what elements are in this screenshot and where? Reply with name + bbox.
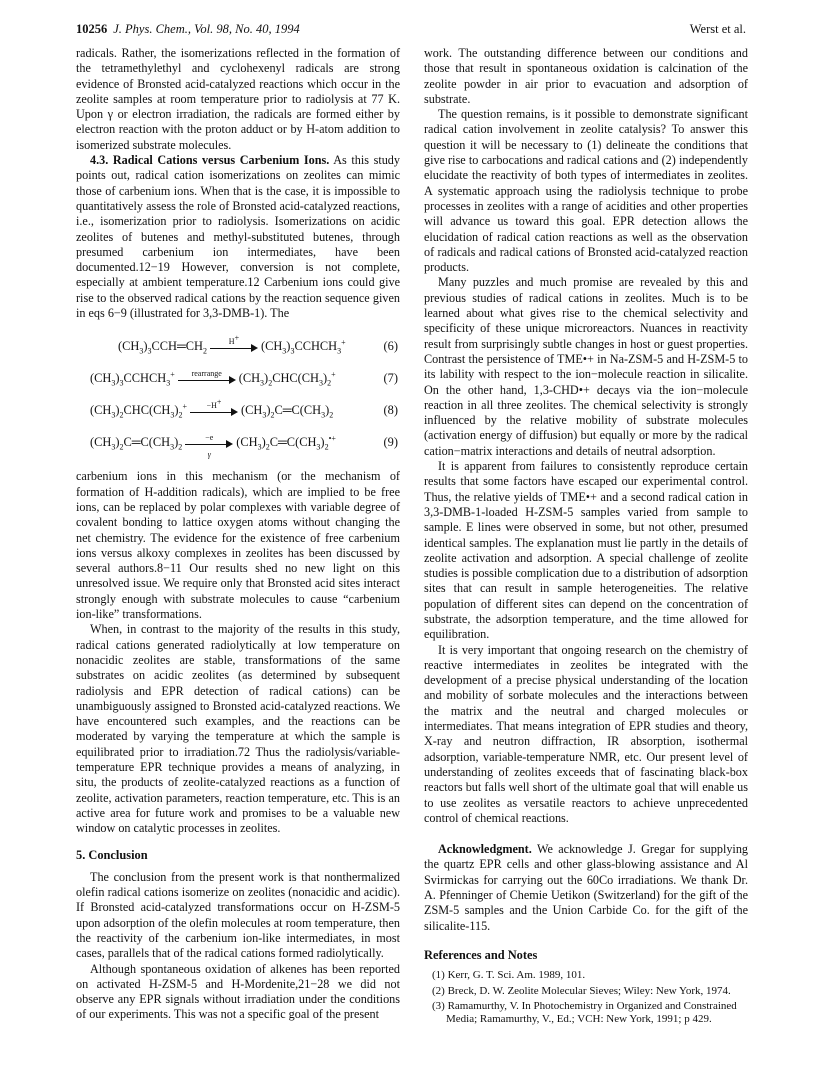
header-left xyxy=(76,22,300,37)
eq7-product: $(CH_3)_2CHC(CH_3)_2^+$ xyxy=(238,370,336,388)
eq9-arrow-sublabel: γ xyxy=(207,449,211,459)
reaction-arrow-icon xyxy=(210,332,258,355)
reference-item: (1) Kerr, G. T. Sci. Am. 1989, 101. xyxy=(432,969,586,982)
equation-block xyxy=(76,331,400,459)
eq7-number: (7) xyxy=(383,371,398,386)
equation-7 xyxy=(76,363,400,395)
journal-citation: J. Phys. Chem., Vol. 98, No. 40, 1994 xyxy=(113,22,300,36)
eq7-arrow-label: rearrange xyxy=(191,368,222,378)
equation-8 xyxy=(76,395,400,427)
paragraph-when: When, in contrast to the majority of the results in this study, radical cations generated radiolytically at low temperature on nonacidic zeolites are stable, transformations of the same substrates on acidic zeolites (as determined by subsequent radiolysis and EPR detection of radical cations) can be unambiguously assigned to Bronsted acid-catalyzed reactions. We have encountered such examples, and the reactions can be moderated by varying the temperature at which the sample is equilibrated prior to irradiation.72 Thus the radiolysis/variable-temperature EPR technique provides a means of analyzing, in situ, the products of zeolite-catalyzed reactions as a function of zeolite, activation parameters, reaction temperature, etc. This is an active area for future work and promises to be a valuable new window on catalytic processes in zeolites. xyxy=(76,622,400,836)
paragraph-section-4-3 xyxy=(76,153,400,321)
reference-item: (3) Ramamurthy, V. In Photochemistry in Organized and Constrained Media; Ramamurthy, V., Ed.; VCH: New York, 1991; p 429. xyxy=(432,1000,737,1026)
eq8-product: $(CH_3)_2C═C(CH_3)_2$ xyxy=(240,403,334,420)
eq6-reactant: $(CH_3)_3CCH═CH_2$ xyxy=(118,339,207,356)
paragraph-carbenium: carbenium ions in this mechanism (or the mechanism of formation of H-addition radicals), which are implied to be free ions, can be replaced by polar complexes with variable degree of covalent bonding to lattice oxygen atoms without changing the net chemistry. The evidence for the existence of free carbenium ions versus alkoxy complexes in zeolites has been discussed by several authors.8−11 Our results shed no new light on this unresolved issue. We require only that Bronsted acid sites interact strongly enough with substrate molecules to cause “carbenium ion-like” transformations. xyxy=(76,469,400,622)
reaction-arrow-icon xyxy=(190,396,238,419)
right-column xyxy=(424,46,748,1029)
eq8-reactant: $(CH_3)_2CHC(CH_3)_2^+$ xyxy=(90,402,187,420)
eq8-arrow-label: −H+ xyxy=(206,396,222,410)
paragraph-radicals: radicals. Rather, the isomerizations reflected in the formation of the tetramethylethyl and cyclohexenyl radicals are strong evidence of Bronsted acid-catalyzed reactions which occur in the zeolite samples at room temperature prior to radiolysis at 77 K. Upon γ or electron irradiation, the radicals are formed either by electron reaction with the proton adduct or by H-atom addition to isomerized substrate molecules. xyxy=(76,46,400,152)
acknowledgment-heading: Acknowledgment. xyxy=(438,842,532,857)
reaction-arrow-icon xyxy=(185,432,233,459)
running-header xyxy=(76,22,746,38)
paragraph-acknowledgment xyxy=(424,842,748,934)
paragraph-work: work. The outstanding difference between our conditions and those that result in spontaneous oxidation is calcination of the zeolite powder in air prior to evacuation and adsorption of substrate. xyxy=(424,46,748,106)
eq6-number: (6) xyxy=(383,339,398,354)
equation-6 xyxy=(76,331,400,363)
eq7-reactant: $(CH_3)_3CCHCH_3^+$ xyxy=(90,370,175,388)
eq8-number: (8) xyxy=(383,403,398,418)
reference-list xyxy=(424,969,748,1027)
acknowledgment-text: We acknowledge J. Gregar for supplying the quartz EPR cells and other glass-blowing assistance and Al Svirmickas for carrying out the 60Co irradiations. We thank Dr. A. Pfenninger of Chemie Uetikon (Switzerland) for the gift of the ZSM-5 samples and the Union Carbide Co. for the gift of the silicalite-115. xyxy=(424,842,749,933)
paragraph-failures: It is apparent from failures to consistently reproduce certain results that some factors have escaped our experimental control. Thus, the relative yields of TME•+ and a second radical cation in 3,3-DMB-1-loaded H-ZSM-5 samples varied from sample to sample. E lines were observed in some, but not other, presumed identical samples. The explanation must lie partly in the details of zeolite activation and adsorption. A special challenge of zeolite studies is possible complication due to a distribution of adsorption sites that can result in sample heterogeneities. The relative population of different sites can depend on the concentration of substrate, the adsorption temperature, and the time allowed for equilibration. xyxy=(424,459,748,642)
section-5-heading: 5. Conclusion xyxy=(76,848,148,863)
paragraph-question: The question remains, is it possible to demonstrate significant radical cation involvement in zeolite catalysis? To answer this question it will be necessary to (1) delineate the conditions that give rise to carbocations and radical cations and (2) independently elucidate the reactivity of both types of intermediates in zeolites. A systematic approach using the radiolysis technique to probe processes in zeolites with a range of acidities and other properties will advance us toward this goal. EPR detection allows the elucidation of radical cation reactions as well as the observation of radicals and radical cations of Bronsted acid-catalyzed reaction products. xyxy=(424,107,748,275)
left-column xyxy=(76,46,400,1023)
paragraph-puzzles: Many puzzles and much promise are revealed by this and previous studies of radical cations in zeolites. Much is to be learned about what gives rise to the chemical selectivity and specificity of these unique microreactors. Nuances in reactivity result from surprisingly subtle changes in host or guest properties. Contrast the persistence of TME•+ in Na-ZSM-5 and H-ZSM-5 to its lability with respect to the ion−molecule reaction in silicalite. On the other hand, 1,3-CHD•+ decays via the ion−molecule reaction in all three zeolites. The chemical selectivity is strongly influenced by the relative mobility of substrate molecules (activation energy of diffusion) but equally or more by the radical cation−matrix interactions and details of neutral adsorption. xyxy=(424,275,748,458)
header-authors: Werst et al. xyxy=(689,22,746,36)
eq9-arrow-label: −e xyxy=(205,432,214,442)
section-4-3-heading: 4.3. Radical Cations versus Carbenium Ions. xyxy=(90,153,330,168)
paragraph-conclusion-2: Although spontaneous oxidation of alkenes has been reported on activated H-ZSM-5 and H-Mordenite,21−28 we did not observe any EPR signals without irradiation under the conditions of our experiments. This was not a specific goal of the present xyxy=(76,961,400,1022)
reaction-arrow-icon xyxy=(178,368,236,387)
eq9-product: $(CH_3)_2C═C(CH_3)_2^{•+}$ xyxy=(236,434,336,452)
eq9-reactant: $(CH_3)_2C═C(CH_3)_2$ xyxy=(90,435,183,452)
eq6-arrow-label: H+ xyxy=(228,332,240,346)
eq9-number: (9) xyxy=(383,435,398,450)
reference-item: (2) Breck, D. W. Zeolite Molecular Sieves; Wiley: New York, 1974. xyxy=(432,984,731,997)
equation-9 xyxy=(76,427,400,459)
section-4-3-text: As this study points out, radical cation isomerizations on zeolites can mimic those of carbenium ions. When that is the case, it is impossible to quantitatively assess the role of Bronsted acid-catalyzed reactions, i.e., isomerization prior to radiolysis. Isomerizations on acidic zeolites of butenes and methyl-substituted butenes, through presumed carbenium ion intermediates, have been documented.12−19 However, conversion is not complete, especially at ambient temperature.12 Carbenium ions could give rise to the observed radical cations by the reaction sequence given in eqs 6−9 (illustrated for 3,3-DMB-1). The xyxy=(76,153,400,321)
page-number: 10256 xyxy=(76,22,108,36)
paragraph-conclusion-1: The conclusion from the present work is that nonthermalized olefin radical cations isomerize on zeolites (nonacidic and acidic). If Bronsted acid-catalyzed transformations occur on H-ZSM-5 upon adsorption of the olefin molecules at room temperature, then the reactivity of the carbenium ion-like intermediates, in most cases, parallels that of the radical cations formed radiolytically. xyxy=(76,869,400,961)
references-heading: References and Notes xyxy=(424,947,538,962)
paragraph-research: It is very important that ongoing research on the chemistry of reactive intermediates in zeolites be integrated with the development of a precise physical understanding of the location and mobility of sorbate molecules and the interactions between the matrix and the neutral and charged molecules or intermediates. That means integration of EPR studies and theory, X-ray and neutron diffraction, IR absorption, isothermal adsorption, variable-temperature NMR, etc. Our present level of understanding of zeolites exceeds that of fascinating black-box reactors but falls well short of the ultimate goal that will enable us to use zeolites as versatile reactors to achieve unprecedented control of chemical reactions. xyxy=(424,642,748,825)
eq6-product: $(CH_3)_3CCHCH_3^+$ xyxy=(260,338,346,356)
